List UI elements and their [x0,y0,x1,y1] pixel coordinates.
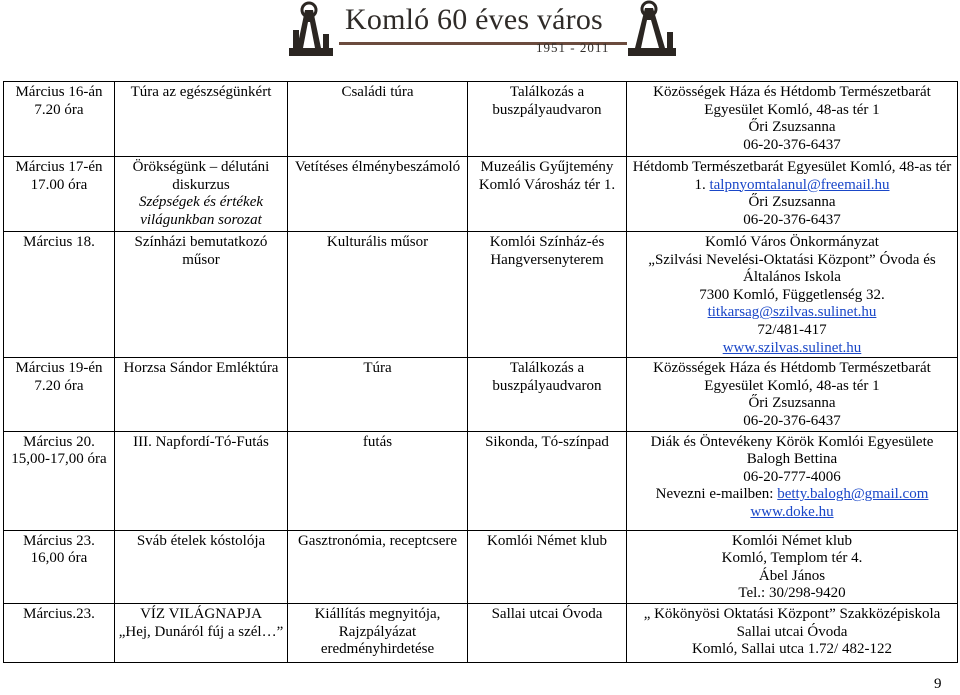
contact-text: Komló Város Önkormányzat [705,234,879,250]
event-type-line: Gasztronómia, receptcsere [297,532,458,549]
event-contact [627,603,958,662]
contact-text: Diák és Öntevékeny Körök Komlói Egyesülete [650,433,934,450]
event-place-line: Sikonda, Tó-színpad [485,433,609,450]
event-type [288,603,468,662]
event-place [468,232,627,358]
event-program [115,358,288,431]
event-program-line: Sváb ételek kóstolója [136,532,266,549]
event-type-line: Családi túra [341,84,414,100]
table-row [4,82,958,157]
event-place [468,530,627,603]
contact-text: Közösségek Háza és Hétdomb Természetbarát Egyesület Komló, 48-as tér 1 [653,360,931,394]
event-date: Március 18. [4,232,115,358]
event-program [115,530,288,603]
event-type-line: futás [362,433,393,450]
event-place-line: Komlói Német klub [487,532,607,549]
event-place-line: Komlói Színház-és Hangversenyterem [489,234,605,268]
contact-text: „ Kökönyösi Oktatási Központ” Szakközépiskola [643,605,941,622]
event-program-line: Örökségünk – délutáni diskurzus [132,159,270,193]
event-program [115,157,288,232]
event-type-line: Kiállítás megnyitója, Rajzpályázat eredményhirdetése [314,605,441,658]
contact-text: Sallai utcai Óvoda [736,623,848,640]
contact-link[interactable]: titkarsag@szilvas.sulinet.hu [707,304,877,321]
event-schedule-table [3,81,958,663]
event-contact [627,358,958,431]
contact-text: Őri Zsuzsanna [748,194,836,211]
event-date: Március.23. [4,603,115,662]
event-date: Március 17-én 17.00 óra [4,157,115,232]
event-type-line: Túra [363,360,392,377]
table-row [4,603,958,662]
mine-tower-icon [289,3,333,56]
event-date: Március 16-án 7.20 óra [4,82,115,157]
contact-text: Nevezni e-mailben: [655,486,778,503]
table-row [4,232,958,358]
event-type [288,358,468,431]
contact-text: Közösségek Háza és Hétdomb Természetbarát Egyesület Komló, 48-as tér 1 [653,84,931,118]
contact-text: 06-20-376-6437 [743,136,841,153]
table-row [4,157,958,232]
event-contact [627,232,958,358]
table-row [4,431,958,530]
event-program [115,232,288,358]
event-place-line: Találkozás a buszpályaudvaron [492,84,602,118]
event-contact [627,530,958,603]
event-contact [627,82,958,157]
contact-text: 06-20-777-4006 [743,468,841,485]
event-date: Március 19-én 7.20 óra [4,358,115,431]
event-program [115,82,288,157]
mine-tower-right-icon [628,2,676,56]
event-date: Március 23. 16,00 óra [4,530,115,603]
event-type [288,530,468,603]
contact-text: Ábel János [758,567,826,584]
table-row [4,530,958,603]
event-place [468,431,627,530]
logo-years: 1951 - 2011 [536,40,610,55]
contact-link[interactable]: www.szilvas.sulinet.hu [722,339,862,356]
event-place [468,157,627,232]
contact-text: Balogh Bettina [746,451,838,468]
event-contact [627,431,958,530]
contact-text: Komló, Templom tér 4. [721,550,863,567]
schedule-body [4,82,958,663]
event-program-line: VÍZ VILÁGNAPJA [140,605,262,622]
contact-link[interactable]: talpnyomtalanul@freemail.hu [709,176,890,193]
event-program-line: Szépségek és értékek világunkban sorozat [138,194,264,228]
event-place [468,358,627,431]
event-program [115,431,288,530]
event-program-line: III. Napfordí-Tó-Futás [133,433,269,450]
contact-link[interactable]: betty.balogh@gmail.com [777,486,929,503]
event-place-line: Találkozás a buszpályaudvaron [492,360,602,394]
event-program-line: Túra az egészségünkért [130,84,272,100]
event-type [288,431,468,530]
contact-text: „Szilvási Nevelési-Oktatási Központ” Óvoda és Általános Iskola [648,251,936,286]
event-program-line: „Hej, Dunáról fúj a szél…” [118,623,284,640]
event-type-line: Kulturális műsor [326,234,429,250]
event-place-line: Sallai utcai Óvoda [491,605,603,622]
event-program-line: Horzsa Sándor Emléktúra [123,360,279,377]
contact-text: Komlói Német klub [732,532,852,549]
event-type [288,82,468,157]
event-place [468,603,627,662]
header-logo [283,0,681,60]
contact-text: Őri Zsuzsanna [748,119,836,136]
event-type-line: Vetítéses élménybeszámoló [294,159,461,175]
contact-link[interactable]: www.doke.hu [750,503,834,520]
event-contact [627,157,958,232]
event-type [288,232,468,358]
event-place [468,82,627,157]
event-program [115,603,288,662]
contact-text: 06-20-376-6437 [743,412,841,429]
event-place-line: Muzeális Gyűjtemény Komló Városház tér 1. [478,159,616,193]
contact-text: Őri Zsuzsanna [748,395,836,412]
event-date: Március 20. 15,00-17,00 óra [4,431,115,530]
page-number: 9 [934,676,942,692]
contact-text: Tel.: 30/298-9420 [738,585,846,602]
contact-text: 72/481-417 [757,321,827,338]
contact-text: Komló, Sallai utca 1.72/ 482-122 [692,641,892,658]
event-type [288,157,468,232]
contact-text: 7300 Komló, Függetlenség 32. [699,286,885,303]
event-program-line: Színházi bemutatkozó műsor [134,234,268,268]
table-row [4,358,958,431]
logo-title: Komló 60 éves város [345,3,603,36]
contact-text: 06-20-376-6437 [743,211,841,228]
contact-text: Hétdomb Természetbarát Egyesület Komló, 48-as tér 1. [632,159,952,193]
